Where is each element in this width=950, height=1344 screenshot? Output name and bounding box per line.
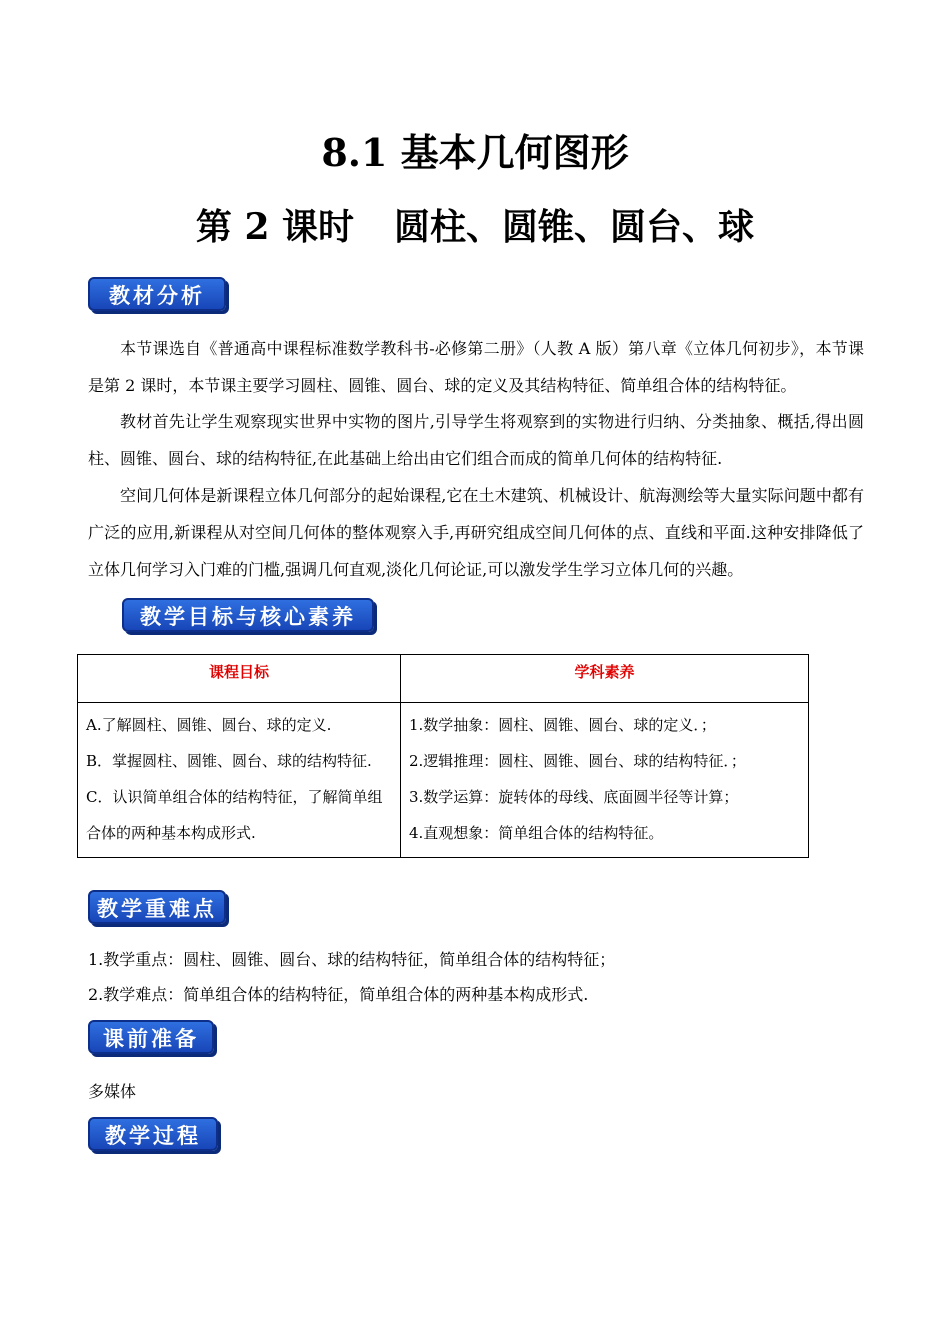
literacy-item: 4.直观想象：简单组合体的结构特征。 [409,824,664,842]
literacy-item: 2.逻辑推理：圆柱、圆锥、圆台、球的结构特征．； [409,752,746,770]
section-badge-key-points: 教学重难点 [88,890,226,924]
goals-table [77,654,809,858]
table-header-row [78,655,809,703]
literacy-item: 3.数学运算：旋转体的母线、底面圆半径等计算； [409,788,739,806]
course-goal-item: B．掌握圆柱、圆锥、圆台、球的结构特征. [86,752,372,770]
key-point-item: 2.教学难点：简单组合体的结构特征，简单组合体的两种基本构成形式. [88,985,589,1004]
key-point-item: 1.教学重点：圆柱、圆锥、圆台、球的结构特征，简单组合体的结构特征； [88,950,616,969]
course-goals-cell [78,703,401,858]
analysis-paragraph: 本节课选自《普通高中课程标准数学教科书-必修第二册》（人教 A 版）第八章《立体几何初步》，本节课是第 2 课时，本节课主要学习圆柱、圆锥、圆台、球的定义及其结构特征、简单组合体的结构特征。 [88,339,864,395]
section-badge-process: 教学过程 [88,1117,218,1151]
analysis-paragraph: 空间几何体是新课程立体几何部分的起始课程,它在土木建筑、机械设计、航海测绘等大量实际问题中都有广泛的应用,新课程从对空间几何体的整体观察入手,再研究组成空间几何体的点、直线和平面.这种安排降低了立体几何学习入门难的门槛,强调几何直观,淡化几何论证,可以激发学生学习立体几何的兴趣。 [88,486,864,579]
course-goal-item: C．认识简单组合体的结构特征，了解简单组合体的两种基本构成形式. [86,788,383,842]
section-badge-analysis: 教材分析 [88,277,226,311]
analysis-paragraph: 教材首先让学生观察现实世界中实物的图片,引导学生将观察到的实物进行归纳、分类抽象、概括,得出圆柱、圆锥、圆台、球的结构特征,在此基础上给出由它们组合而成的简单几何体的结构特征. [88,412,864,468]
table-row [78,703,809,858]
section-badge-preparation: 课前准备 [88,1020,214,1054]
preparation-text: 多媒体 [88,1082,137,1101]
lesson-topic: 圆柱、圆锥、圆台、球 [394,206,755,248]
section-badge-goals: 教学目标与核心素养 [122,598,374,632]
header-literacy: 学科素养 [401,655,809,703]
literacy-item: 1.数学抽象：圆柱、圆锥、圆台、球的定义．； [409,716,716,734]
lesson-subtitle [0,203,950,251]
literacy-cell [401,703,809,858]
page-title: 8.1 基本几何图形 [321,130,629,175]
header-course-goals: 课程目标 [78,655,401,703]
course-goal-item: A.了解圆柱、圆锥、圆台、球的定义. [86,716,332,734]
lesson-number: 第 2 课时 [195,206,355,248]
